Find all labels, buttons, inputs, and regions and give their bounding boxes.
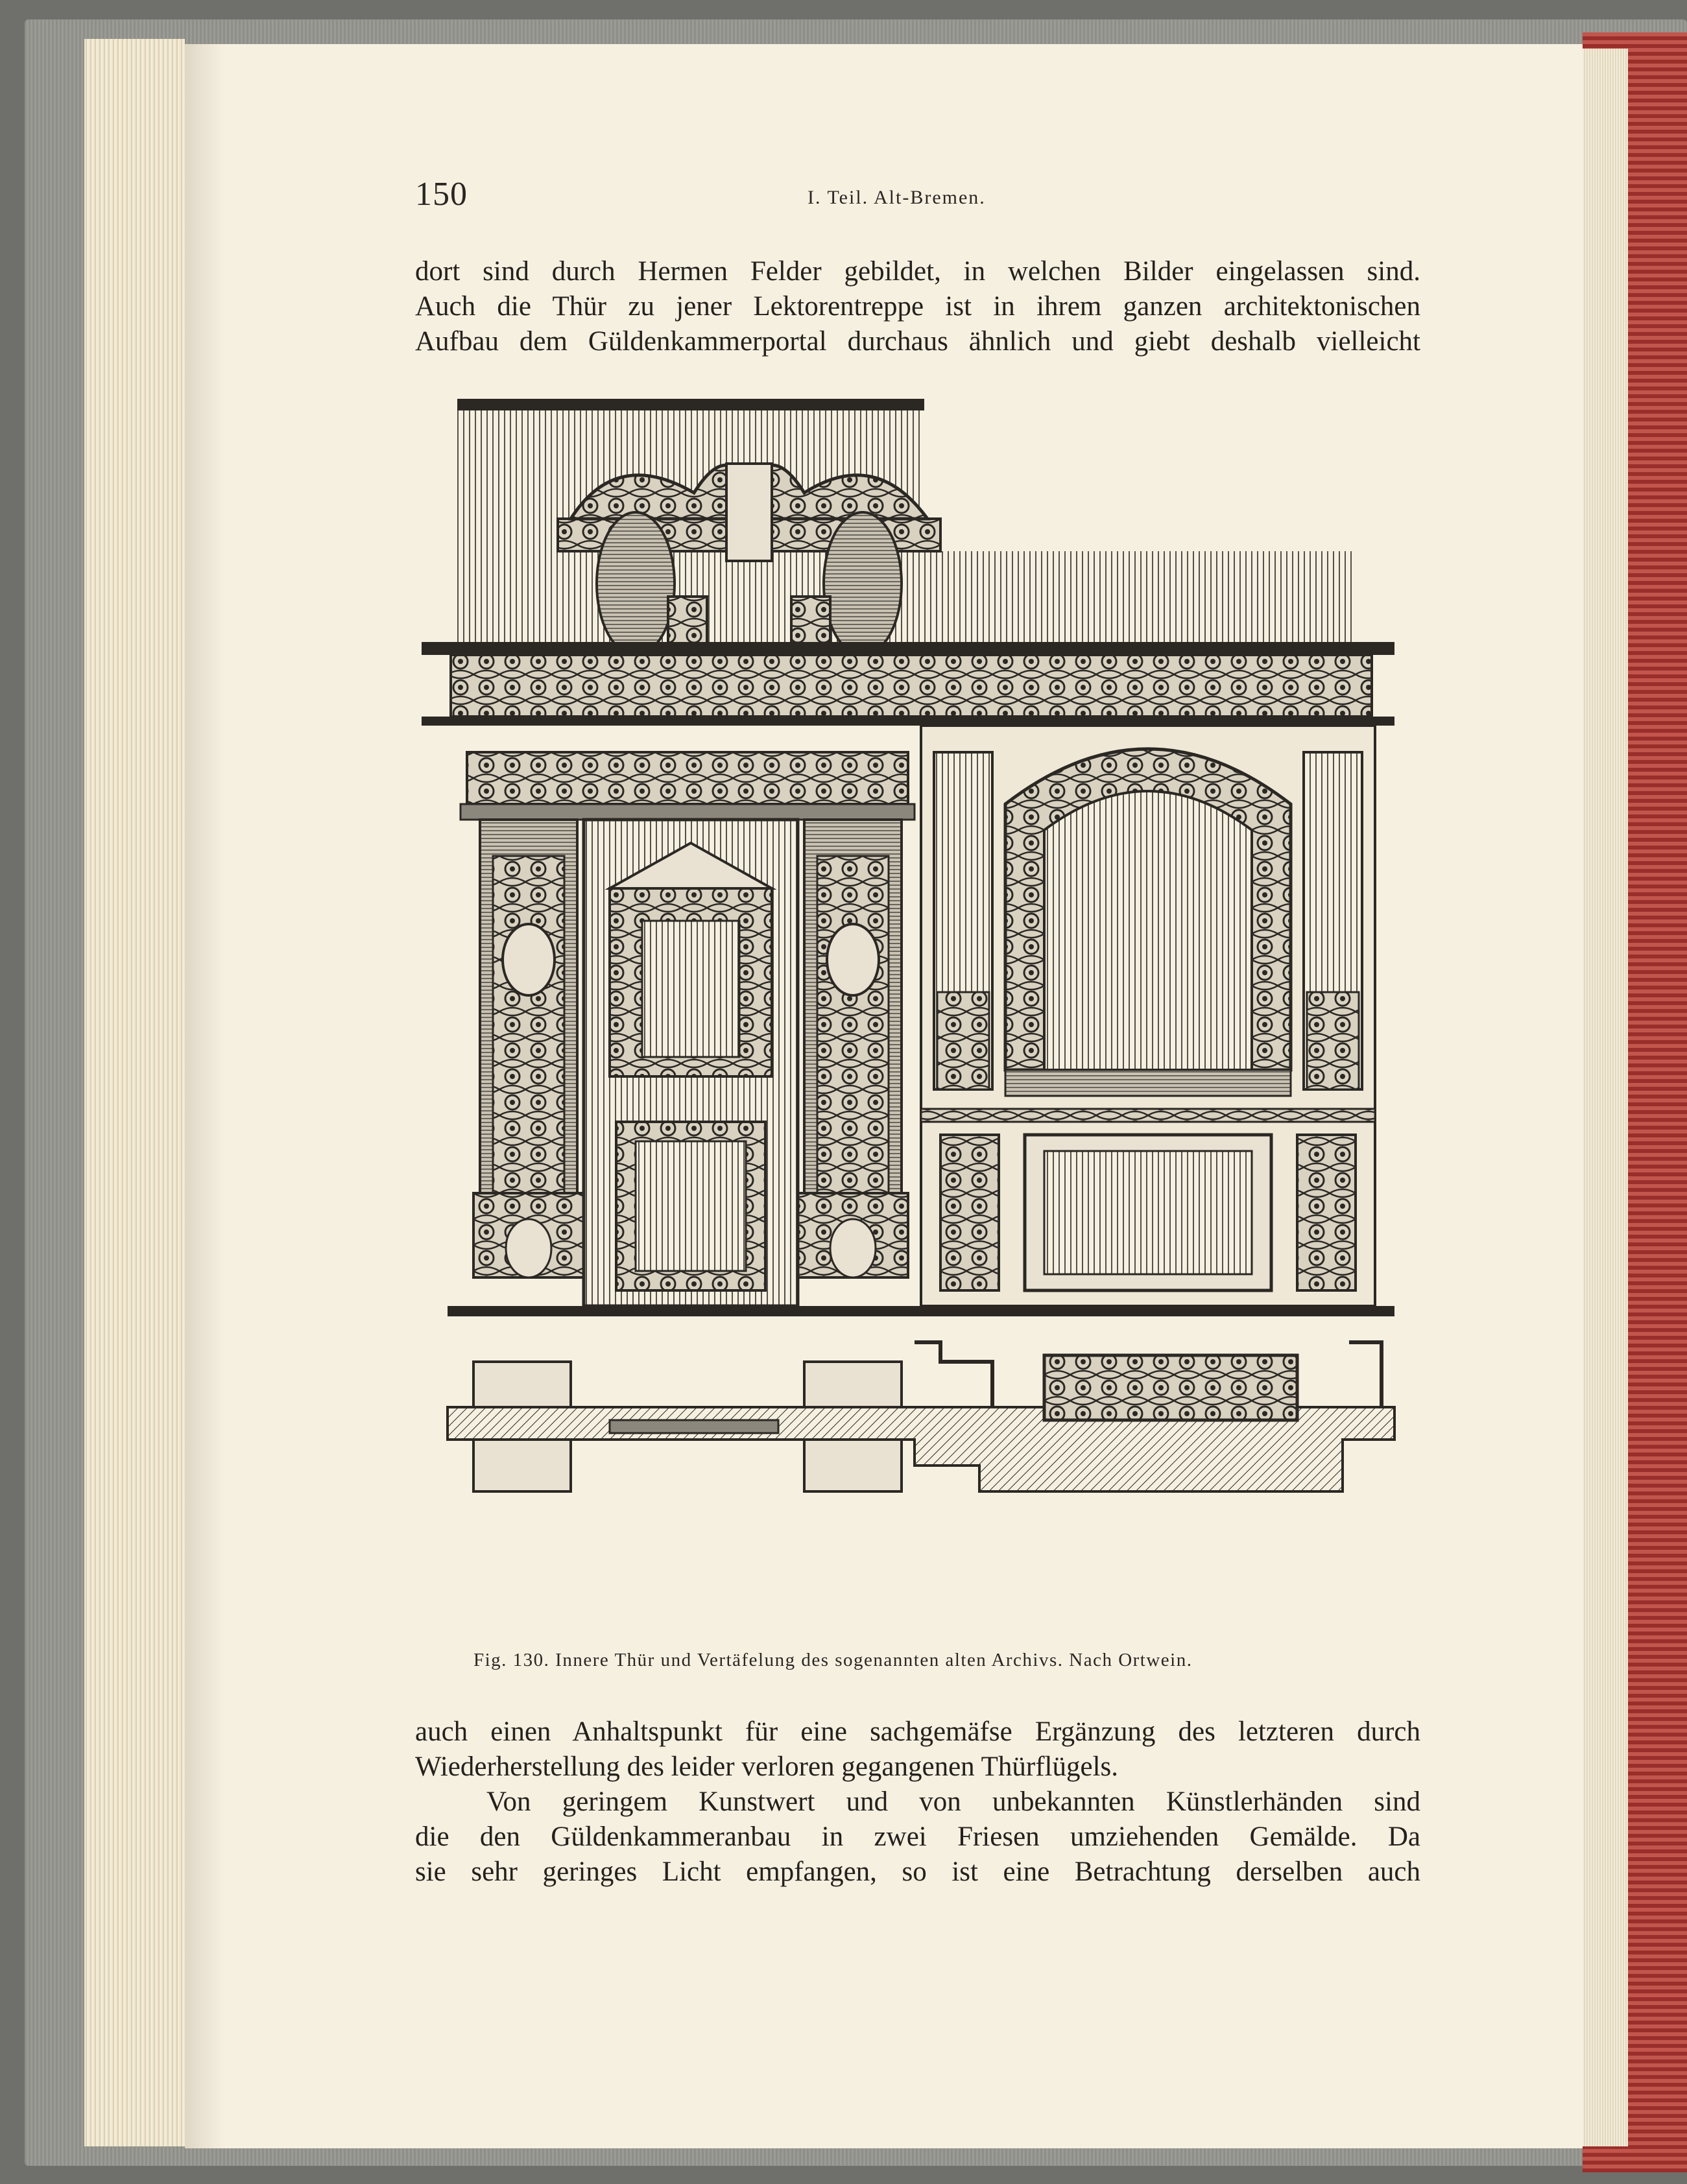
upper-wall-right <box>889 551 1356 642</box>
figure-caption: Fig. 130. Innere Thür und Vertäfelung des sogenannten alten Archivs. Nach Ortwein. <box>473 1650 1193 1670</box>
door-leaf <box>584 820 798 1306</box>
page-right-edge <box>1583 49 1628 2146</box>
page-block-edges <box>84 39 185 2146</box>
text-line: dort sind durch Hermen Felder gebildet, in welchen Bilder eingelassen sind. <box>415 256 1420 287</box>
text-line: Aufbau dem Güldenkammerportal durchaus ähnlich und giebt deshalb vielleicht <box>415 326 1420 357</box>
right-herm-pillar <box>798 820 908 1277</box>
left-herm-pillar <box>473 820 584 1277</box>
gutter-shadow <box>185 44 224 2148</box>
right-panelling <box>921 726 1375 1306</box>
bottom-paragraphs <box>415 1715 1420 1890</box>
main-cornice <box>422 642 1394 655</box>
text-line: Von geringem Kunstwert und von unbekannten Künstlerhänden sind <box>486 1786 1420 1817</box>
architectural-engraving <box>422 389 1414 1641</box>
page-number: 150 <box>415 176 468 213</box>
text-line: auch einen Anhaltspunkt für eine sachgemäfse Ergänzung des letzteren durch <box>415 1716 1420 1747</box>
text-line: sie sehr geringes Licht empfangen, so ist eine Betrachtung derselben auch <box>415 1857 1420 1887</box>
door-lintel <box>467 752 908 804</box>
top-paragraph <box>415 254 1420 359</box>
text-line: Wiederherstellung des leider verloren gegangenen Thürflügels. <box>415 1751 1119 1782</box>
text-line: die den Güldenkammeranbau in zwei Friesen umziehenden Gemälde. Da <box>415 1822 1420 1852</box>
running-head: I. Teil. Alt-Bremen. <box>808 187 986 208</box>
floor-plan-section <box>448 1342 1394 1491</box>
text-line: Auch die Thür zu jener Lektorentreppe ist in ihrem ganzen architektonischen <box>415 291 1420 322</box>
